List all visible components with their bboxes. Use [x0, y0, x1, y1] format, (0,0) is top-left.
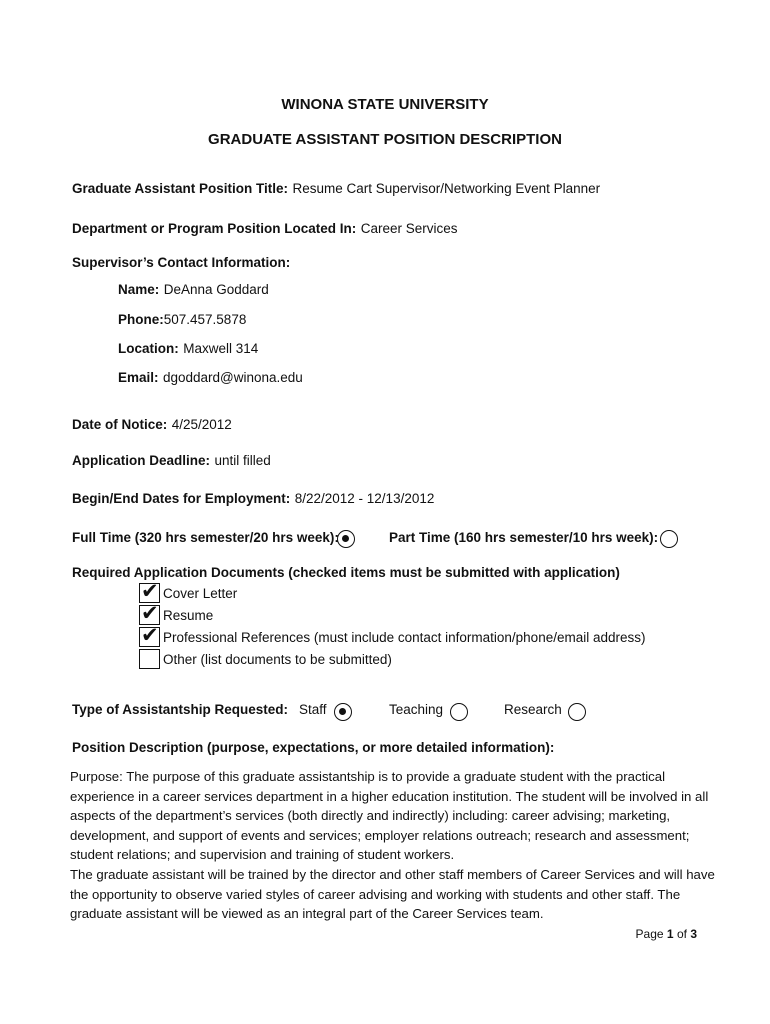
radio-selected-dot	[342, 535, 349, 542]
part-time-label: Part Time (160 hrs semester/10 hrs week):	[389, 530, 659, 545]
assistantship-option-research: Research	[504, 702, 562, 717]
document-label-resume: Resume	[163, 608, 214, 623]
deadline-row	[72, 452, 271, 470]
email-value: dgoddard@winona.edu	[162, 370, 303, 385]
position-title-row	[72, 180, 600, 198]
assistantship-label: Type of Assistantship Requested:	[72, 702, 289, 717]
name-value: DeAnna Goddard	[163, 282, 269, 297]
document-label-cover-letter: Cover Letter	[163, 586, 238, 601]
teaching-radio[interactable]	[450, 703, 468, 721]
document-checkbox-other[interactable]	[139, 649, 160, 669]
page-total: 3	[690, 927, 697, 941]
document-label-other: Other (list documents to be submitted)	[163, 652, 392, 667]
date-of-notice-value: 4/25/2012	[171, 417, 232, 432]
date-of-notice-label: Date of Notice:	[72, 417, 168, 432]
location-value: Maxwell 314	[183, 341, 259, 356]
description-paragraph-purpose: Purpose: The purpose of this graduate assistantship is to provide a graduate student with the practical experience in a career services department in a higher education institution. The student will be involved in all aspects of the department’s services (both directly and indirectly) including: career advising; marketing, development, and support of events and services; employer relations outreach; research and assessment; student relations; and supervision and training of student workers.	[70, 769, 709, 863]
document-checkbox-cover-letter[interactable]	[139, 579, 160, 603]
position-title-value: Resume Cart Supervisor/Networking Event Planner	[292, 181, 601, 196]
supervisor-location-row	[118, 340, 258, 358]
of-word: of	[676, 927, 687, 941]
document-checkbox-resume[interactable]	[139, 601, 160, 625]
university-name: WINONA STATE UNIVERSITY	[281, 96, 489, 113]
document-label-references: Professional References (must include contact information/phone/email address)	[163, 630, 646, 645]
deadline-value: until filled	[214, 453, 271, 468]
phone-label: Phone:	[118, 312, 164, 327]
deadline-label: Application Deadline:	[72, 453, 211, 468]
date-of-notice-row	[72, 416, 232, 434]
name-label: Name:	[118, 282, 160, 297]
page-current: 1	[666, 927, 674, 941]
staff-radio[interactable]	[334, 703, 352, 721]
radio-selected-dot	[339, 708, 346, 715]
supervisor-email-row	[118, 369, 303, 387]
department-label: Department or Program Position Located In:	[72, 221, 357, 236]
description-heading: Position Description (purpose, expectations, or more detailed information):	[72, 740, 555, 755]
page-word: Page	[635, 927, 664, 941]
supervisor-heading: Supervisor’s Contact Information:	[72, 255, 291, 270]
employment-dates-value: 8/22/2012 - 12/13/2012	[294, 491, 435, 506]
department-row	[72, 220, 458, 238]
assistantship-option-staff: Staff	[299, 702, 327, 717]
description-paragraph-training: The graduate assistant will be trained by the director and other staff members of Career Services and will have the opportunity to observe varied styles of career advising and working with students and other staff. The graduate assistant will be viewed as an integral part of the Career Services team.	[70, 866, 715, 922]
position-title-label: Graduate Assistant Position Title:	[72, 181, 289, 196]
check-mark-icon: ✔	[141, 601, 159, 625]
supervisor-phone-row	[118, 311, 246, 329]
document-checkbox-references[interactable]	[139, 623, 160, 647]
full-time-radio[interactable]	[337, 530, 355, 548]
check-mark-icon: ✔	[141, 623, 159, 647]
documents-heading: Required Application Documents (checked items must be submitted with application)	[72, 565, 620, 580]
assistantship-option-teaching: Teaching	[389, 702, 444, 717]
department-value: Career Services	[360, 221, 458, 236]
full-time-label: Full Time (320 hrs semester/20 hrs week):	[72, 530, 339, 545]
phone-value: 507.457.5878	[163, 312, 247, 327]
research-radio[interactable]	[568, 703, 586, 721]
employment-dates-label: Begin/End Dates for Employment:	[72, 491, 291, 506]
part-time-radio[interactable]	[660, 530, 678, 548]
description-body	[70, 767, 725, 924]
employment-dates-row	[72, 490, 434, 508]
check-mark-icon: ✔	[141, 579, 159, 603]
location-label: Location:	[118, 341, 179, 356]
email-label: Email:	[118, 370, 159, 385]
page-number	[600, 927, 697, 941]
document-title: GRADUATE ASSISTANT POSITION DESCRIPTION	[208, 131, 562, 148]
supervisor-name-row	[118, 281, 269, 299]
